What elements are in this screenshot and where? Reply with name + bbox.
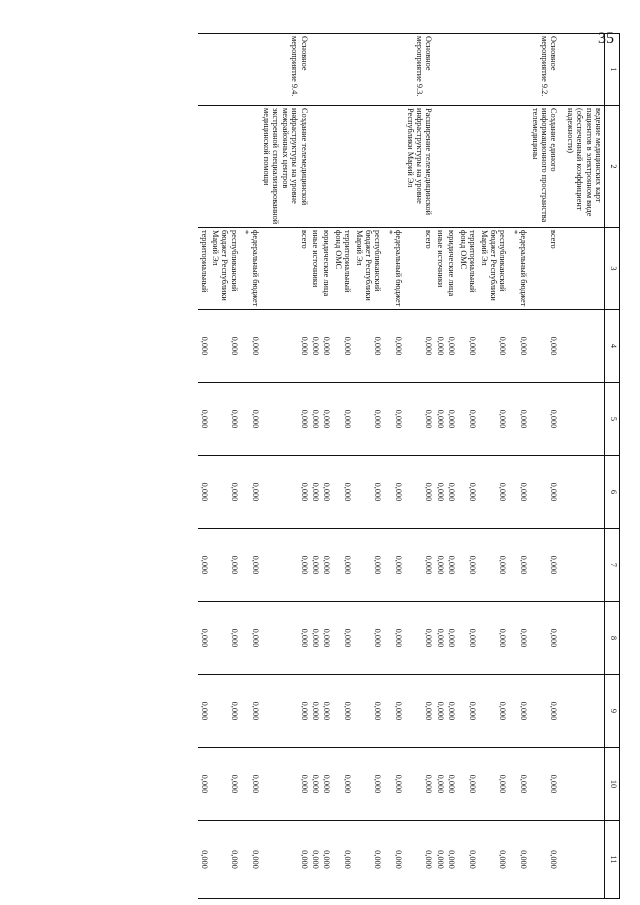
header-cell: 4: [605, 310, 620, 383]
measure-description: Расширение телемедицинской инфраструктуры на уровне Республики Марий Эл: [404, 106, 434, 228]
value-cell: 0,000: [383, 529, 404, 602]
header-cell: 5: [605, 383, 620, 456]
funding-source: всего: [261, 228, 310, 310]
value-cell: 0,000: [240, 529, 261, 602]
value-cell: [559, 675, 604, 748]
value-cell: 0,000: [310, 383, 321, 456]
measure-description: [383, 106, 404, 228]
value-cell: 0,000: [210, 821, 240, 899]
value-cell: 0,000: [457, 748, 478, 821]
funding-source: федеральный бюджет *: [508, 228, 529, 310]
measure-description: [240, 106, 261, 228]
value-cell: 0,000: [446, 310, 457, 383]
value-cell: [559, 529, 604, 602]
value-cell: 0,000: [240, 821, 261, 899]
value-cell: 0,000: [404, 310, 434, 383]
value-cell: 0,000: [210, 602, 240, 675]
value-cell: 0,000: [529, 748, 559, 821]
value-cell: 0,000: [210, 748, 240, 821]
value-cell: 0,000: [261, 456, 310, 529]
value-cell: 0,000: [478, 748, 508, 821]
value-cell: 0,000: [321, 821, 332, 899]
measure-number: [383, 34, 404, 106]
value-cell: 0,000: [457, 602, 478, 675]
value-cell: [559, 383, 604, 456]
value-cell: 0,000: [210, 456, 240, 529]
value-cell: 0,000: [198, 383, 209, 456]
value-cell: 0,000: [310, 821, 321, 899]
measure-number: [478, 34, 508, 106]
value-cell: 0,000: [508, 821, 529, 899]
funding-source: юридические лица: [321, 228, 332, 310]
measure-description: [332, 106, 353, 228]
value-cell: 0,000: [321, 748, 332, 821]
value-cell: 0,000: [457, 310, 478, 383]
header-cell: 1: [605, 34, 620, 106]
value-cell: 0,000: [457, 383, 478, 456]
value-cell: 0,000: [508, 675, 529, 748]
value-cell: [559, 456, 604, 529]
header-cell: 2: [605, 106, 620, 228]
measure-number: [446, 34, 457, 106]
value-cell: 0,000: [435, 602, 446, 675]
funding-source: республиканский бюджет Республики Марий Эл: [478, 228, 508, 310]
measure-description: Создание единого информационного пространства телемедицины: [529, 106, 559, 228]
value-cell: 0,000: [383, 821, 404, 899]
measure-description: [198, 106, 209, 228]
value-cell: 0,000: [435, 310, 446, 383]
value-cell: 0,000: [198, 529, 209, 602]
value-cell: 0,000: [310, 675, 321, 748]
rotated-table-container: [100, 33, 620, 898]
value-cell: 0,000: [383, 675, 404, 748]
measure-number: Основное мероприятие 9.3.: [404, 34, 434, 106]
value-cell: 0,000: [435, 675, 446, 748]
value-cell: 0,000: [321, 456, 332, 529]
measure-number: [435, 34, 446, 106]
table-row: [332, 34, 353, 899]
measure-number: [353, 34, 383, 106]
value-cell: 0,000: [529, 602, 559, 675]
funding-source: территориальный фонд ОМС: [332, 228, 353, 310]
value-cell: 0,000: [435, 748, 446, 821]
value-cell: 0,000: [529, 383, 559, 456]
value-cell: 0,000: [353, 310, 383, 383]
measure-number: [210, 34, 240, 106]
value-cell: 0,000: [310, 748, 321, 821]
funding-source: федеральный бюджет *: [240, 228, 261, 310]
value-cell: 0,000: [353, 456, 383, 529]
table-row: [321, 34, 332, 899]
value-cell: 0,000: [446, 748, 457, 821]
measure-description: [508, 106, 529, 228]
value-cell: 0,000: [435, 383, 446, 456]
value-cell: 0,000: [478, 675, 508, 748]
funding-source: республиканский бюджет Республики Марий Эл: [210, 228, 240, 310]
value-cell: 0,000: [404, 748, 434, 821]
value-cell: 0,000: [261, 821, 310, 899]
value-cell: [559, 821, 604, 899]
value-cell: 0,000: [310, 529, 321, 602]
value-cell: 0,000: [446, 529, 457, 602]
value-cell: 0,000: [457, 821, 478, 899]
value-cell: 0,000: [261, 310, 310, 383]
measure-description: [353, 106, 383, 228]
value-cell: 0,000: [446, 456, 457, 529]
value-cell: 0,000: [261, 748, 310, 821]
table-row: [529, 34, 559, 899]
value-cell: 0,000: [508, 383, 529, 456]
value-cell: 0,000: [321, 310, 332, 383]
value-cell: 0,000: [404, 456, 434, 529]
value-cell: [559, 602, 604, 675]
table-row: [446, 34, 457, 899]
value-cell: 0,000: [321, 675, 332, 748]
measure-number: [198, 34, 209, 106]
value-cell: 0,000: [210, 383, 240, 456]
value-cell: 0,000: [310, 602, 321, 675]
measure-description: [446, 106, 457, 228]
value-cell: 0,000: [446, 602, 457, 675]
funding-source: иные источники: [435, 228, 446, 310]
value-cell: 0,000: [332, 675, 353, 748]
value-cell: 0,000: [198, 602, 209, 675]
value-cell: 0,000: [404, 675, 434, 748]
continuation-row: [559, 34, 604, 899]
funding-source: федеральный бюджет *: [383, 228, 404, 310]
value-cell: 0,000: [240, 602, 261, 675]
value-cell: 0,000: [310, 456, 321, 529]
header-cell: 11: [605, 821, 620, 899]
value-cell: 0,000: [332, 383, 353, 456]
value-cell: [559, 310, 604, 383]
measure-number: [240, 34, 261, 106]
value-cell: 0,000: [198, 821, 209, 899]
table-row: [435, 34, 446, 899]
measure-number: Основное мероприятие 9.4.: [261, 34, 310, 106]
value-cell: 0,000: [353, 529, 383, 602]
table-row: [210, 34, 240, 899]
header-cell: 6: [605, 456, 620, 529]
value-cell: 0,000: [383, 456, 404, 529]
table-body: [198, 34, 604, 899]
table-row: [383, 34, 404, 899]
value-cell: 0,000: [383, 310, 404, 383]
value-cell: 0,000: [529, 529, 559, 602]
header-cell: 3: [605, 228, 620, 310]
value-cell: 0,000: [404, 821, 434, 899]
value-cell: 0,000: [210, 529, 240, 602]
measure-number: [332, 34, 353, 106]
value-cell: 0,000: [353, 748, 383, 821]
value-cell: 0,000: [353, 821, 383, 899]
measure-description: [478, 106, 508, 228]
value-cell: 0,000: [435, 529, 446, 602]
financing-table: [198, 33, 620, 899]
measure-description: [435, 106, 446, 228]
source-cell: [559, 228, 604, 310]
value-cell: 0,000: [198, 310, 209, 383]
value-cell: 0,000: [478, 310, 508, 383]
header-cell: 10: [605, 748, 620, 821]
value-cell: 0,000: [332, 748, 353, 821]
measure-number: [508, 34, 529, 106]
measure-number: [321, 34, 332, 106]
value-cell: 0,000: [508, 310, 529, 383]
funding-source: всего: [529, 228, 559, 310]
value-cell: 0,000: [321, 529, 332, 602]
value-cell: 0,000: [435, 821, 446, 899]
value-cell: 0,000: [383, 383, 404, 456]
value-cell: 0,000: [210, 675, 240, 748]
value-cell: 0,000: [261, 383, 310, 456]
value-cell: 0,000: [261, 529, 310, 602]
measure-number: Основное мероприятие 9.2.: [529, 34, 559, 106]
value-cell: 0,000: [404, 529, 434, 602]
value-cell: 0,000: [508, 748, 529, 821]
value-cell: 0,000: [446, 383, 457, 456]
measure-description: [321, 106, 332, 228]
table-row: [240, 34, 261, 899]
funding-source: всего: [404, 228, 434, 310]
table-row: [404, 34, 434, 899]
table-row: [261, 34, 310, 899]
table-row: [478, 34, 508, 899]
measure-cell: [559, 34, 604, 106]
measure-description: Создание телемедицинской инфраструктуры на уровне межрайонных центров экстренной специализированной медицинской помощи: [261, 106, 310, 228]
value-cell: 0,000: [261, 602, 310, 675]
measure-number: [310, 34, 321, 106]
value-cell: 0,000: [240, 675, 261, 748]
header-row: [605, 34, 620, 899]
funding-source: иные источники: [310, 228, 321, 310]
value-cell: 0,000: [508, 456, 529, 529]
value-cell: 0,000: [404, 383, 434, 456]
funding-source: территориальный: [198, 228, 209, 310]
value-cell: 0,000: [478, 383, 508, 456]
value-cell: 0,000: [210, 310, 240, 383]
value-cell: 0,000: [457, 456, 478, 529]
value-cell: 0,000: [310, 310, 321, 383]
value-cell: 0,000: [383, 748, 404, 821]
value-cell: 0,000: [240, 310, 261, 383]
value-cell: 0,000: [404, 602, 434, 675]
value-cell: 0,000: [198, 748, 209, 821]
value-cell: 0,000: [332, 529, 353, 602]
funding-source: территориальный фонд ОМС: [457, 228, 478, 310]
value-cell: 0,000: [508, 529, 529, 602]
table-row: [310, 34, 321, 899]
measure-description: ведение медицинских карт пациентов в электронном виде (обеспеченный коэффициент надежности): [559, 106, 604, 228]
value-cell: 0,000: [478, 529, 508, 602]
value-cell: 0,000: [446, 821, 457, 899]
value-cell: 0,000: [261, 675, 310, 748]
value-cell: 0,000: [446, 675, 457, 748]
value-cell: 0,000: [353, 383, 383, 456]
header-cell: 7: [605, 529, 620, 602]
value-cell: 0,000: [198, 675, 209, 748]
funding-source: юридические лица: [446, 228, 457, 310]
header-cell: 9: [605, 675, 620, 748]
value-cell: 0,000: [353, 675, 383, 748]
value-cell: 0,000: [332, 821, 353, 899]
page-number: 35: [598, 30, 614, 47]
table-row: [198, 34, 209, 899]
value-cell: 0,000: [321, 602, 332, 675]
measure-number: [457, 34, 478, 106]
value-cell: 0,000: [478, 821, 508, 899]
header-cell: 8: [605, 602, 620, 675]
value-cell: 0,000: [198, 456, 209, 529]
table-row: [457, 34, 478, 899]
table-row: [508, 34, 529, 899]
value-cell: 0,000: [529, 675, 559, 748]
value-cell: 0,000: [529, 821, 559, 899]
value-cell: 0,000: [240, 383, 261, 456]
value-cell: 0,000: [321, 383, 332, 456]
value-cell: 0,000: [508, 602, 529, 675]
measure-description: [210, 106, 240, 228]
value-cell: 0,000: [383, 602, 404, 675]
funding-source: республиканский бюджет Республики Марий Эл: [353, 228, 383, 310]
value-cell: 0,000: [457, 675, 478, 748]
value-cell: 0,000: [529, 456, 559, 529]
value-cell: [559, 748, 604, 821]
measure-description: [310, 106, 321, 228]
value-cell: 0,000: [435, 456, 446, 529]
value-cell: 0,000: [353, 602, 383, 675]
table-row: [353, 34, 383, 899]
value-cell: 0,000: [478, 602, 508, 675]
value-cell: 0,000: [478, 456, 508, 529]
value-cell: 0,000: [240, 456, 261, 529]
value-cell: 0,000: [457, 529, 478, 602]
value-cell: 0,000: [240, 748, 261, 821]
value-cell: 0,000: [529, 310, 559, 383]
value-cell: 0,000: [332, 456, 353, 529]
value-cell: 0,000: [332, 310, 353, 383]
value-cell: 0,000: [332, 602, 353, 675]
measure-description: [457, 106, 478, 228]
